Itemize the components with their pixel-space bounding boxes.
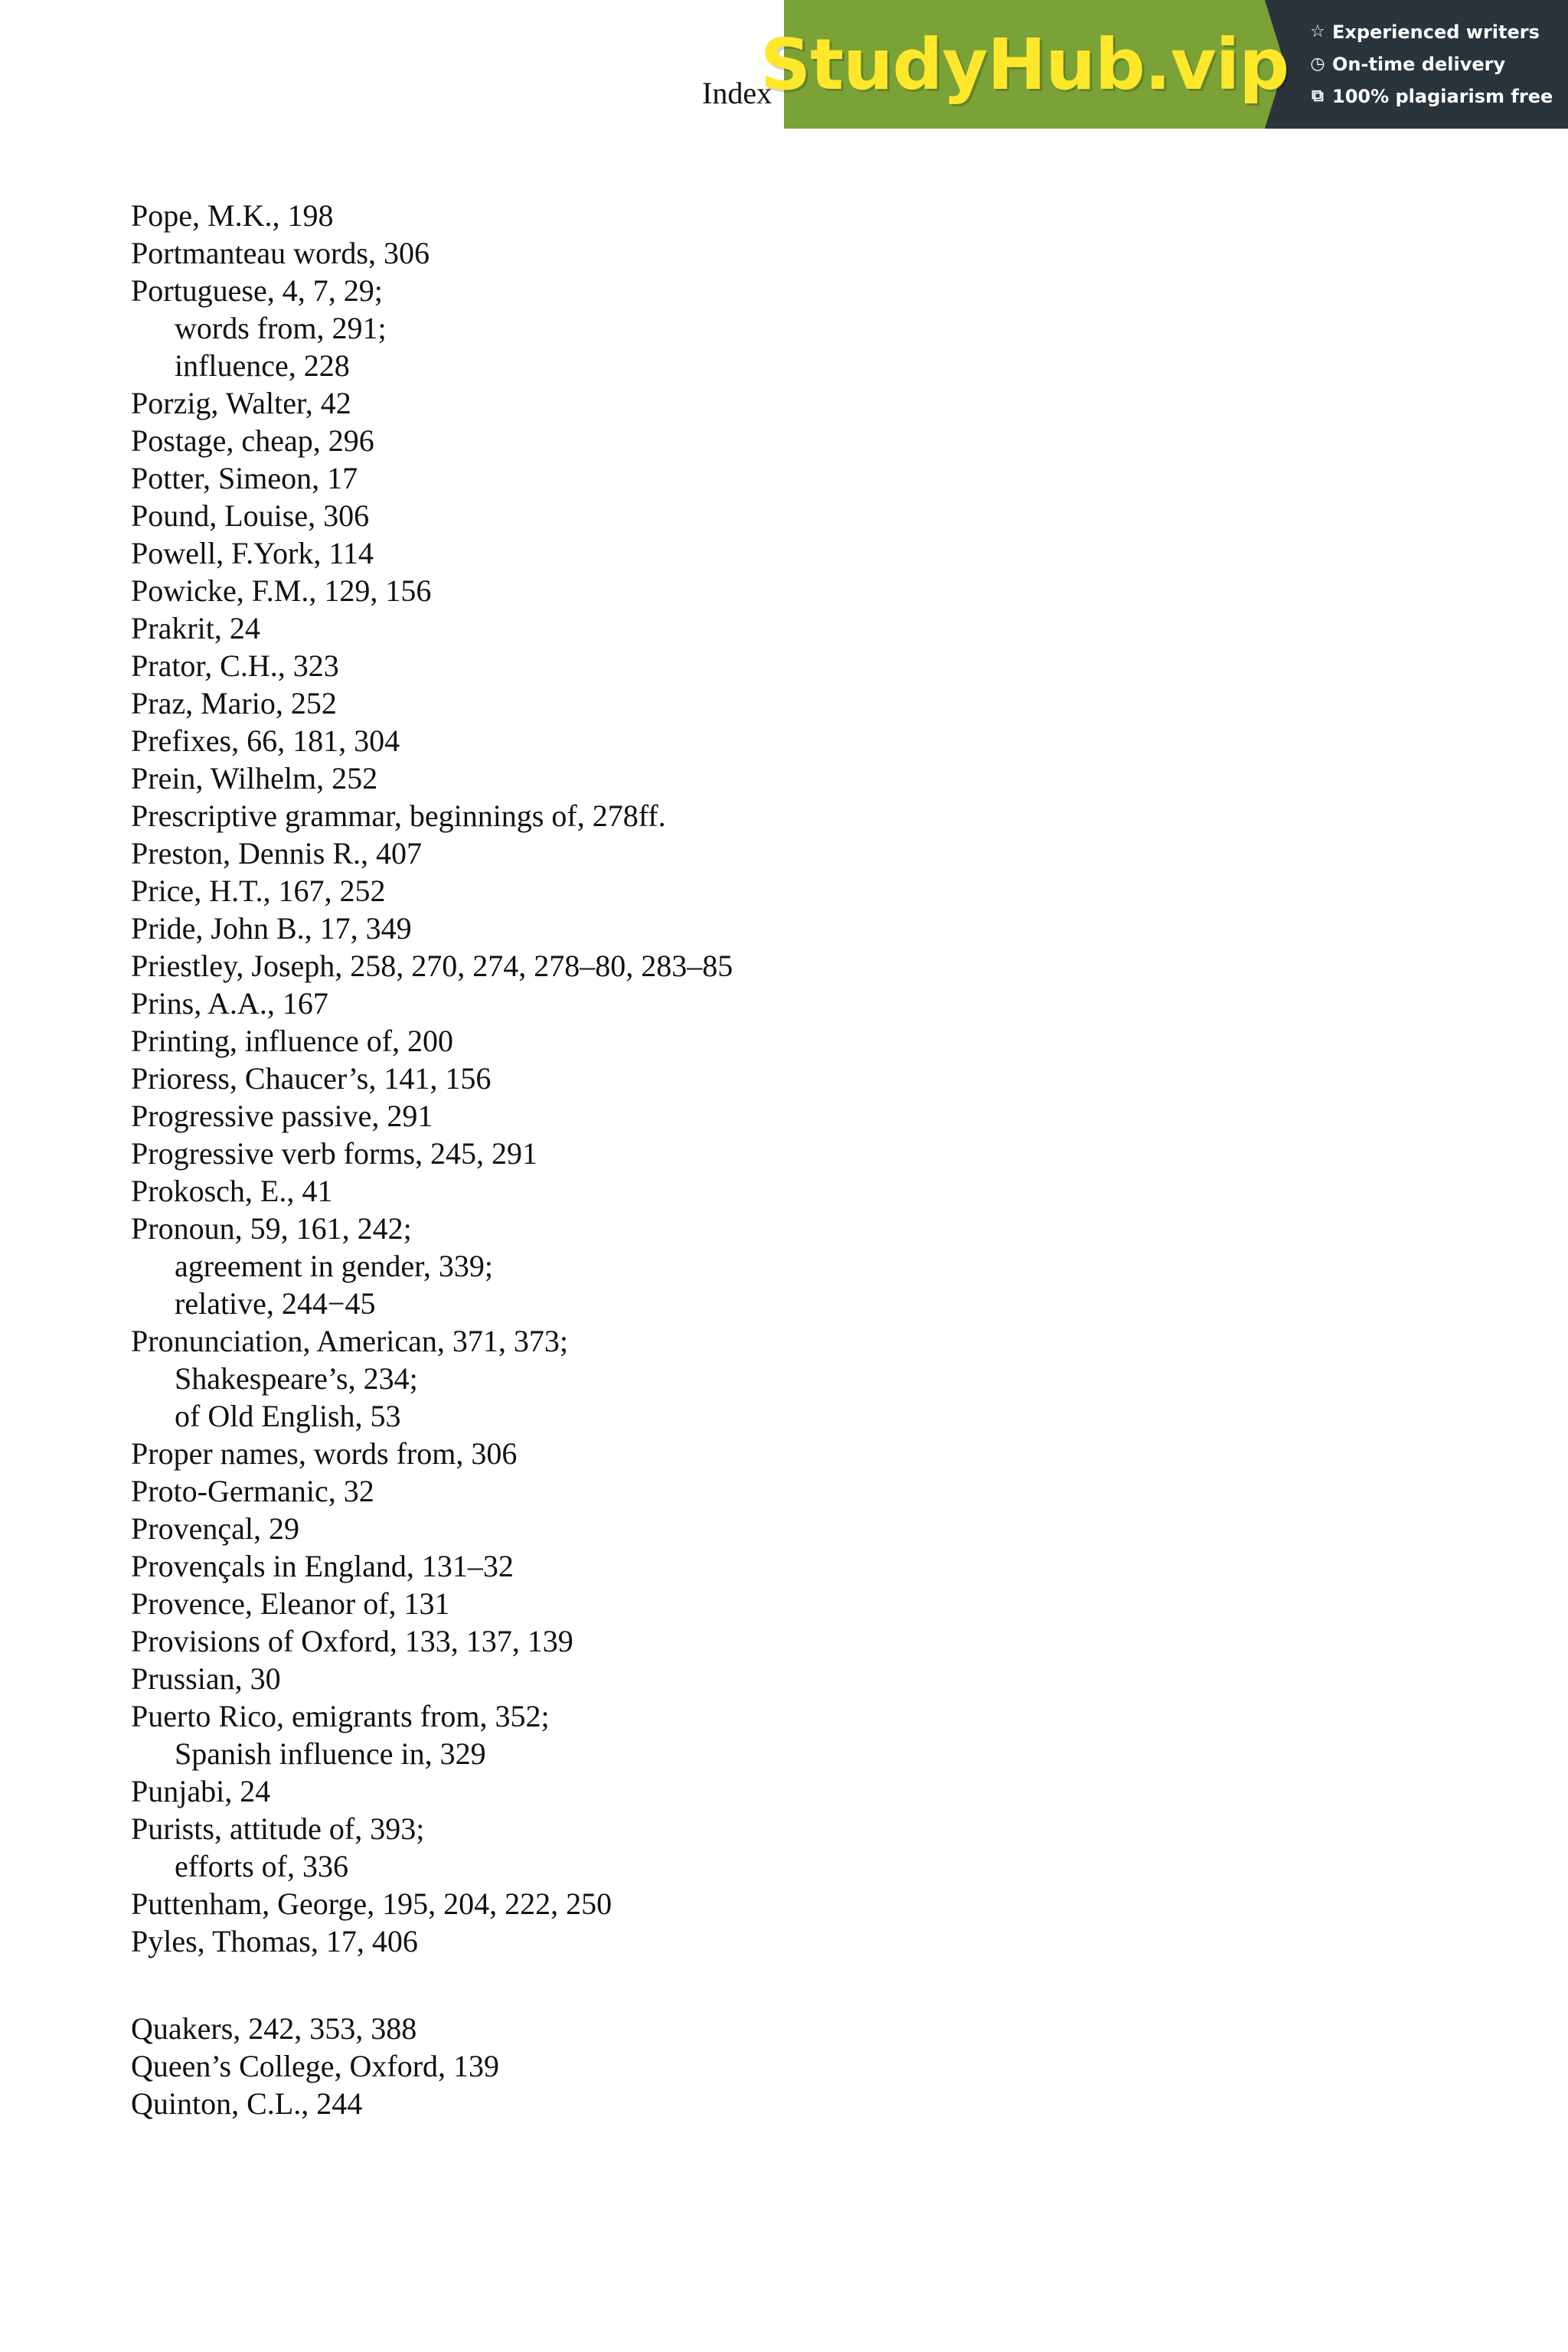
index-entry: Queen’s College, Oxford, 139 [131,2049,500,2083]
feature-label: 100% plagiarism free [1332,86,1553,107]
studyhub-ad-banner[interactable] [760,0,1568,129]
index-entry: Powicke, F.M., 129, 156 [131,573,432,608]
banner-features [1285,0,1568,129]
index-entry: Pope, M.K., 198 [131,198,334,233]
index-entry: Progressive verb forms, 245, 291 [131,1136,538,1171]
index-entry: Prioress, Chaucer’s, 141, 156 [131,1061,492,1096]
index-entry: Prakrit, 24 [131,611,260,645]
index-entry: Pronunciation, American, 371, 373; [131,1324,569,1358]
index-entry: Prins, A.A., 167 [131,986,328,1021]
index-entry: Price, H.T., 167, 252 [131,874,386,908]
index-entry: Prein, Wilhelm, 252 [131,761,378,795]
index-entry: Prokosch, E., 41 [131,1174,333,1208]
index-entry: Prussian, 30 [131,1661,281,1696]
index-entry: Provençal, 29 [131,1511,299,1546]
index-entry: Portuguese, 4, 7, 29; [131,273,383,308]
index-entry: Puttenham, George, 195, 204, 222, 250 [131,1886,612,1921]
index-entry: Punjabi, 24 [131,1774,271,1808]
clock-icon: ◷ [1310,54,1325,74]
index-entry: Prefixes, 66, 181, 304 [131,724,400,758]
index-entry: Provence, Eleanor of, 131 [131,1586,450,1621]
index-entry: Prescriptive grammar, beginnings of, 278ff. [131,799,666,833]
index-entry: Purists, attitude of, 393; [131,1811,425,1846]
index-entry: Preston, Dennis R., 407 [131,836,422,871]
index-subentry: influence, 228 [175,348,350,383]
index-entry: Progressive passive, 291 [131,1099,433,1133]
index-entry: Prator, C.H., 323 [131,648,339,683]
index-subentry: Shakespeare’s, 234; [175,1361,418,1396]
index-subentry: words from, 291; [175,311,387,345]
index-entry: Pyles, Thomas, 17, 406 [131,1924,418,1958]
index-subentry: relative, 244−45 [175,1286,376,1321]
studyhub-logo-text: StudyHub.vip [760,23,1289,106]
index-entry: Portmanteau words, 306 [131,236,430,270]
feature-label: On-time delivery [1332,54,1506,75]
index-entry: Quakers, 242, 353, 388 [131,2011,417,2046]
index-entry: Proto-Germanic, 32 [131,1474,374,1508]
feature-plagiarism-free [1308,83,1568,110]
index-subentry: agreement in gender, 339; [175,1249,494,1283]
index-entry: Puerto Rico, emigrants from, 352; [131,1699,550,1733]
index-list [131,197,733,2122]
index-subentry: of Old English, 53 [175,1399,401,1433]
feature-experienced-writers [1308,18,1568,46]
index-entry: Provisions of Oxford, 133, 137, 139 [131,1624,573,1658]
page-header-title: Index [702,76,773,110]
index-entry: Provençals in England, 131–32 [131,1549,514,1583]
index-entry: Powell, F.York, 114 [131,536,374,570]
index-entry: Postage, cheap, 296 [131,423,374,458]
index-entry: Porzig, Walter, 42 [131,386,351,420]
index-subentry: Spanish influence in, 329 [175,1736,486,1771]
copy-check-icon: ⧉ [1312,87,1324,106]
star-icon: ☆ [1310,22,1325,41]
index-entry: Potter, Simeon, 17 [131,461,358,495]
index-entry: Pride, John B., 17, 349 [131,911,412,946]
index-entry: Pronoun, 59, 161, 242; [131,1211,412,1246]
index-entry: Pound, Louise, 306 [131,498,370,533]
feature-on-time-delivery [1308,51,1568,78]
index-entry: Proper names, words from, 306 [131,1436,518,1471]
studyhub-logo[interactable] [760,0,1289,129]
index-entry: Quinton, C.L., 244 [131,2086,363,2121]
index-entry: Praz, Mario, 252 [131,686,337,720]
index-entry: Priestley, Joseph, 258, 270, 274, 278–80, 283–85 [131,949,733,983]
index-entry: Printing, influence of, 200 [131,1024,454,1058]
index-subentry: efforts of, 336 [175,1849,348,1883]
feature-label: Experienced writers [1332,21,1540,43]
